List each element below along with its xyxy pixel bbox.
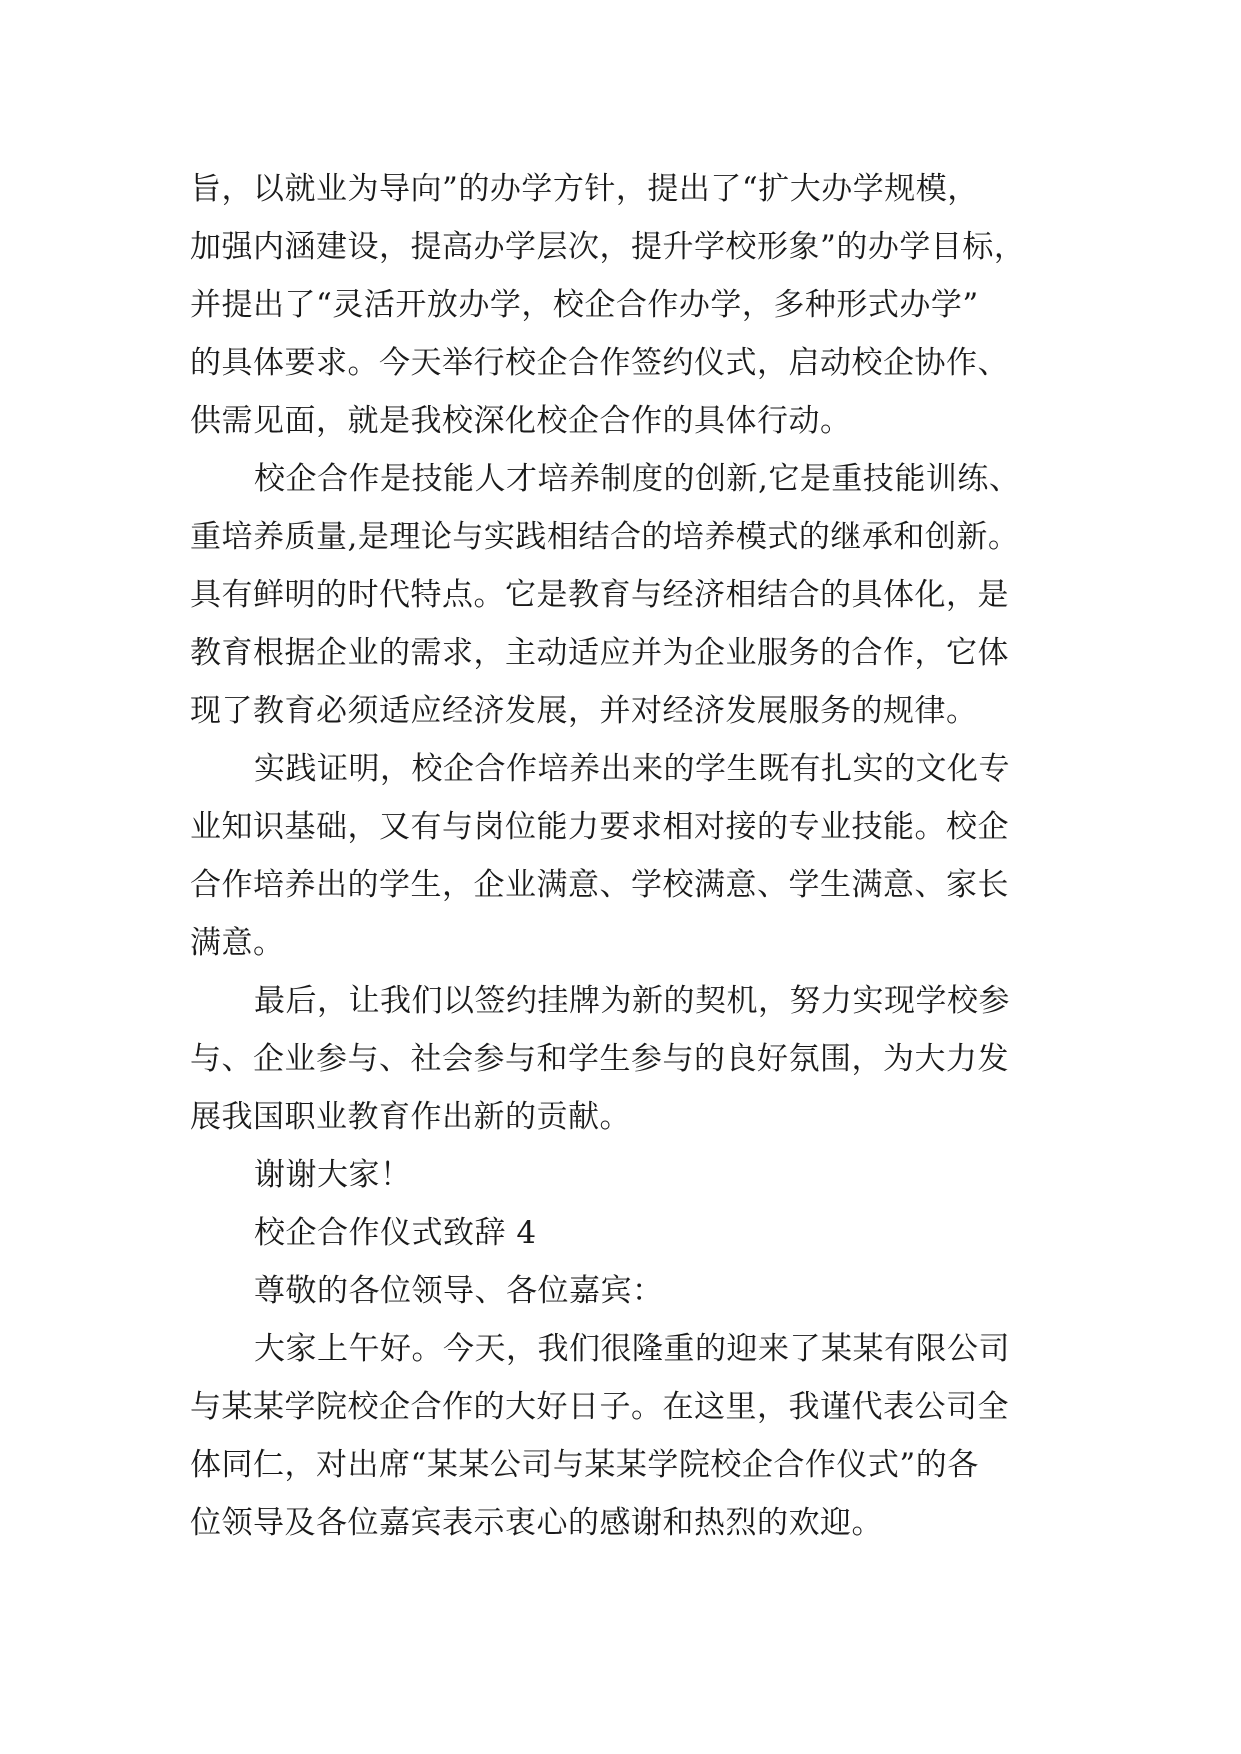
text-line: 展我国职业教育作出新的贡献。: [190, 1099, 631, 1135]
text-line: 教育根据企业的需求，主动适应并为企业服务的合作，它体: [190, 635, 1009, 671]
text-line: 满意。: [190, 925, 285, 961]
document-body: [190, 160, 1070, 1552]
text-line: 体同仁，对出席“某某公司与某某学院校企合作仪式”的各: [190, 1447, 979, 1483]
text-line: 的具体要求。今天举行校企合作签约仪式，启动校企协作、: [190, 345, 1009, 381]
paragraph-first-line: 最后，让我们以签约挂牌为新的契机，努力实现学校参: [254, 983, 1010, 1019]
paragraph-first-line: 实践证明，校企合作培养出来的学生既有扎实的文化专: [254, 751, 1010, 787]
paragraph-first-line: 大家上午好。今天，我们很隆重的迎来了某某有限公司: [254, 1331, 1010, 1367]
text-line: 与某某学院校企合作的大好日子。在这里，我谨代表公司全: [190, 1389, 1009, 1425]
text-line: 现了教育必须适应经济发展，并对经济发展服务的规律。: [190, 693, 978, 729]
paragraph-first-line: 校企合作是技能人才培养制度的创新,它是重技能训练、: [254, 461, 1021, 497]
text-line: 与、企业参与、社会参与和学生参与的良好氛围，为大力发: [190, 1041, 1009, 1077]
section-heading: 校企合作仪式致辞 4: [254, 1215, 537, 1251]
text-line: 重培养质量,是理论与实践相结合的培养模式的继承和创新。: [190, 519, 1020, 555]
text-line: 合作培养出的学生，企业满意、学校满意、学生满意、家长: [190, 867, 1009, 903]
text-line: 位领导及各位嘉宾表示衷心的感谢和热烈的欢迎。: [190, 1505, 883, 1541]
text-line: 供需见面，就是我校深化校企合作的具体行动。: [190, 403, 852, 439]
text-line: 业知识基础，又有与岗位能力要求相对接的专业技能。校企: [190, 809, 1009, 845]
text-line: 加强内涵建设，提高办学层次，提升学校形象”的办学目标，: [190, 229, 1026, 265]
closing-thanks: 谢谢大家！: [254, 1157, 412, 1193]
text-line: 并提出了“灵活开放办学，校企合作办学，多种形式办学”: [190, 287, 979, 323]
salutation: 尊敬的各位领导、各位嘉宾：: [254, 1273, 664, 1309]
text-line: 旨，以就业为导向”的办学方针，提出了“扩大办学规模，: [190, 171, 979, 207]
text-line: 具有鲜明的时代特点。它是教育与经济相结合的具体化，是: [190, 577, 1009, 613]
